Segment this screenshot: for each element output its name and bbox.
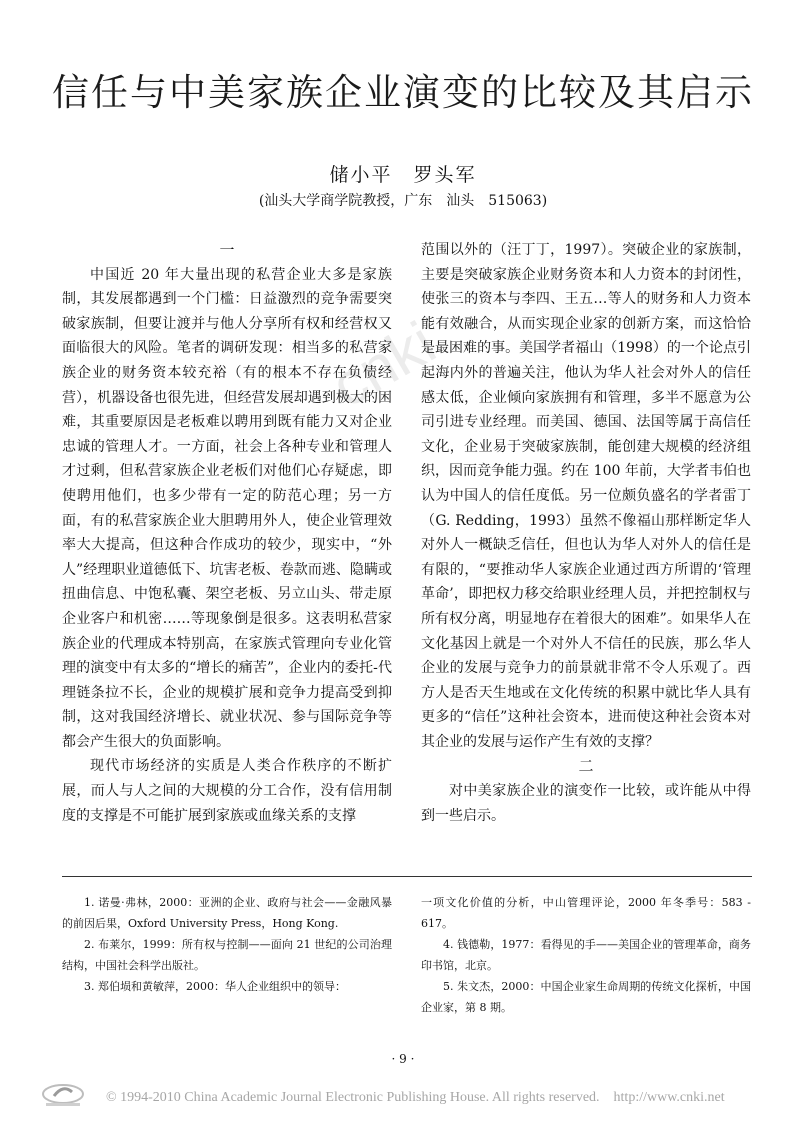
affiliation: (汕头大学商学院教授，广东 汕头 515063) bbox=[258, 193, 548, 209]
paragraph: 对中美家族企业的演变作一比较，或许能从中得到一些启示。 bbox=[421, 783, 751, 824]
footnote: 5. 朱文杰，2000：中国企业家生命周期的传统文化探析，中国企业家，第 8 期。 bbox=[421, 980, 751, 1014]
footnote: 1. 诺曼·弗林，2000：亚洲的企业、政府与社会——金融风暴的前因后果，Oxford University Press，Hong Kong. bbox=[62, 896, 392, 930]
footnotes-left bbox=[62, 892, 392, 997]
footnote: 2. 布莱尔，1999：所有权与控制——面向 21 世纪的公司治理结构，中国社会科学出版社。 bbox=[62, 938, 392, 972]
authors: 储小平 罗头军 bbox=[329, 164, 477, 186]
page-number: · 9 · bbox=[391, 1052, 415, 1066]
copyright-text: © 1994-2010 China Academic Journal Electronic Publishing House. All rights reserved. http://www.cnki.net bbox=[106, 1090, 725, 1105]
watermark: cnki bbox=[320, 308, 447, 421]
section-heading-one: 一 bbox=[219, 241, 235, 259]
page-title: 信任与中美家族企业演变的比较及其启示 bbox=[52, 71, 754, 114]
footnote: 一项文化价值的分析，中山管理评论，2000 年冬季号：583 - 617。 bbox=[421, 896, 751, 930]
paragraph: 范围以外的（汪丁丁，1997）。突破企业的家族制，主要是突破家族企业财务资本和人力资本的封闭性，使张三的资本与李四、王五…等人的财务和人力资本能有效融合，从而实现企业家的创新方案，而这恰恰是最困难的事。美国学者福山（1998）的一个论点引起海内外的普遍关注，他认为华人社会对外人的信任感太低，企业倾向家族拥有和管理，多半不愿意为公司引进专业经理。而美国、德国、法国等属于高信任文化，企业易于突破家族制，能创建大规模的经济组织，因而竞争能力强。约在 100 年前，大学者韦伯也认为中国人的信任度低。另一位颇负盛名的学者雷丁（G. Redding，1993）虽然不像福山那样断定华人对外人一概缺乏信任，但也认为华人对外人的信任是有限的，“要推动华人家族企业通过西方所谓的‘管理革命’，即把权力移交给职业经理人员，并把控制权与所有权分离，明显地存在着很大的困难”。如果华人在文化基因上就是一个对外人不信任的民族，那么华人企业的发展与竞争力的前景就非常不令人乐观了。西方人是否天生地或在文化传统的积累中就比华人具有更多的“信任”这种社会资本，进而使这种社会资本对其企业的发展与运作产生有效的支撑？ bbox=[421, 242, 751, 750]
footnote-divider bbox=[62, 876, 752, 877]
section-heading-two: 二 bbox=[578, 757, 594, 776]
left-column bbox=[62, 238, 392, 828]
footnote: 3. 郑伯埙和黄敏萍，2000：华人企业组织中的领导： bbox=[84, 980, 346, 993]
footnotes-right bbox=[421, 892, 751, 1018]
copyright-notice bbox=[60, 1086, 800, 1106]
paragraph: 中国近 20 年大量出现的私营企业大多是家族制，其发展都遇到一个门槛：日益激烈的竞争需要突破家族制，但要让渡并与他人分享所有权和经营权又面临很大的风险。笔者的调研发现：相当多的私营家族企业的财务资本较充裕（有的根本不存在负债经营），机器设备也很先进，但经营发展却遇到极大的困难，其重要原因是老板难以聘用到既有能力又对企业忠诚的管理人才。一方面，社会上各种专业和管理人才过剩，但私营家族企业老板们对他们心存疑虑，即使聘用他们，也多少带有一定的防范心理；另一方面，有的私营家族企业大胆聘用外人，使企业管理效率大大提高，但这种合作成功的较少，现实中，“外人”经理职业道德低下、坑害老板、卷款而逃、隐瞒或扭曲信息、中饱私囊、架空老板、另立山头、带走原企业客户和机密……等现象倒是很多。这表明私营家族企业的代理成本特别高，在家族式管理向专业化管理的演变中有太多的“增长的痛苦”，企业内的委托-代理链条拉不长，企业的规模扩展和竞争力提高受到抑制，这对我国经济增长、就业状况、参与国际竞争等都会产生很大的负面影响。 bbox=[62, 266, 392, 750]
right-column bbox=[421, 238, 751, 828]
paragraph: 现代市场经济的实质是人类合作秩序的不断扩展，而人与人之间的大规模的分工合作，没有信用制度的支撑是不可能扩展到家族或血缘关系的支撑 bbox=[62, 758, 392, 824]
footnote: 4. 钱德勒，1977：看得见的手——美国企业的管理革命，商务印书馆，北京。 bbox=[421, 938, 751, 972]
